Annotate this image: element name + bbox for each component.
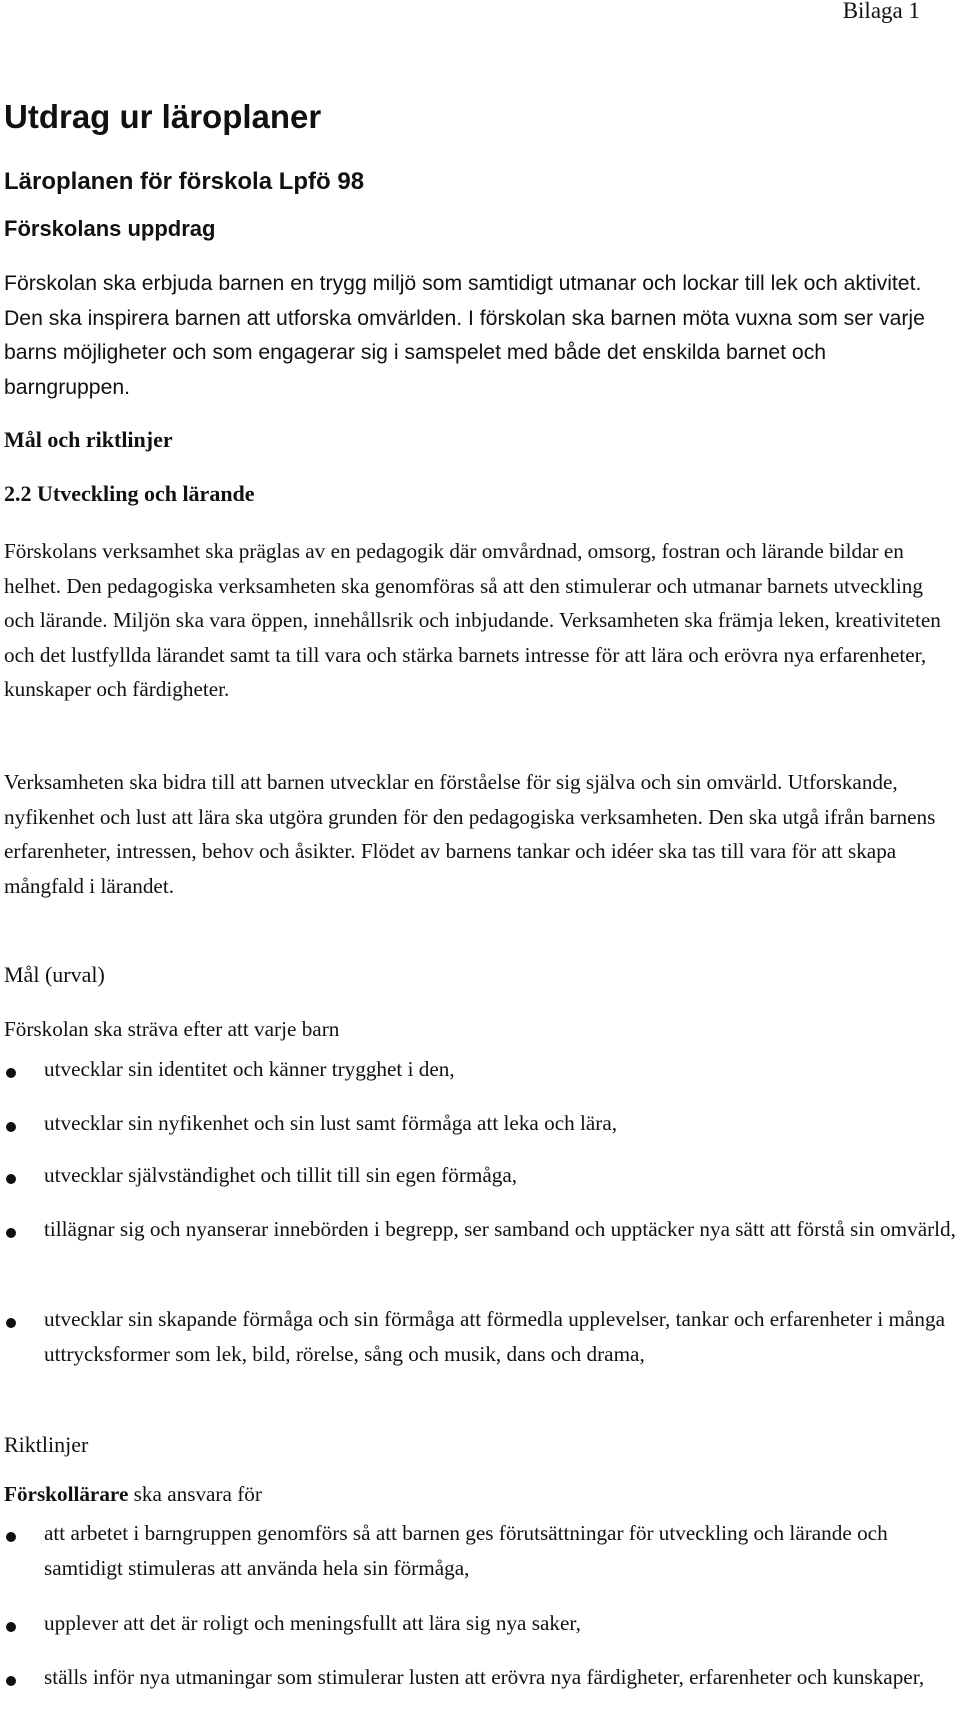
riktlinjer-intro — [4, 1482, 262, 1507]
uppdrag-paragraph: Förskolan ska erbjuda barnen en trygg miljö som samtidigt utmanar och lockar till lek och aktivitet. Den ska inspirera barnen att utforska omvärlden. I förskolan ska barnen möta vuxna som ser varje barns möjligheter och som engagerar sig i samspelet med både det enskilda barnet och barngruppen. — [4, 272, 925, 399]
list-item-text: utvecklar självständighet och tillit till sin egen förmåga, — [44, 1163, 518, 1187]
bullet-icon — [6, 1318, 16, 1328]
section-subheading-utveckling: 2.2 Utveckling och lärande — [4, 481, 255, 506]
bullet-icon — [6, 1174, 16, 1184]
list-item-text: tillägnar sig och nyanserar innebörden i begrepp, ser samband och upptäcker nya sätt att förstå sin omvärld, — [44, 1217, 956, 1241]
annex-label: Bilaga 1 — [842, 0, 920, 23]
list-item-text: utvecklar sin nyfikenhet och sin lust samt förmåga att leka och lära, — [44, 1111, 618, 1135]
section-heading-uppdrag: Förskolans uppdrag — [4, 216, 216, 241]
bullet-icon — [6, 1676, 16, 1686]
bullet-icon — [6, 1068, 16, 1078]
list-item-text: att arbetet i barngruppen genomförs så att barnen ges förutsättningar för utveckling och lärande och samtidigt stimuleras att använda hela sin förmåga, — [44, 1521, 888, 1580]
riktlinjer-intro-rest: ska ansvara för — [128, 1482, 262, 1506]
list-item-text: ställs inför nya utmaningar som stimulerar lusten att erövra nya färdigheter, erfarenheter och kunskaper, — [44, 1665, 925, 1689]
urval-intro: Förskolan ska sträva efter att varje barn — [4, 1017, 340, 1041]
utveckling-paragraph-1: Förskolans verksamhet ska präglas av en pedagogik där omvårdnad, omsorg, fostran och lärande bildar en helhet. Den pedagogiska verksamheten ska genomföras så att den stimulerar och utmanar barnets utveckling och lärande. Miljön ska vara öppen, innehållsrik och inbjudande. Verksamheten ska främja leken, kreativiteten och det lustfyllda lärandet samt ta till vara och stärka barnets intresse för att lära och erövra nya erfarenheter, kunskaper och färdigheter. — [4, 539, 941, 701]
list-item-text: utvecklar sin identitet och känner trygghet i den, — [44, 1057, 455, 1081]
section-heading-urval: Mål (urval) — [4, 962, 105, 987]
curriculum-subtitle: Läroplanen för förskola Lpfö 98 — [4, 168, 365, 195]
riktlinjer-intro-role: Förskollärare — [4, 1482, 129, 1506]
section-heading-mal: Mål och riktlinjer — [4, 427, 173, 452]
utveckling-paragraph-2: Verksamheten ska bidra till att barnen utvecklar en förståelse för sig själva och sin omvärld. Utforskande, nyfikenhet och lust att lära ska utgöra grunden för den pedagogiska verksamheten. Den ska utgå ifrån barnens erfarenheter, intressen, behov och åsikter. Flödet av barnens tankar och idéer ska tas till vara för att skapa mångfald i lärandet. — [4, 770, 936, 898]
list-item-text: upplever att det är roligt och meningsfullt att lära sig nya saker, — [44, 1611, 581, 1635]
section-heading-riktlinjer: Riktlinjer — [4, 1432, 89, 1457]
bullet-icon — [6, 1532, 16, 1542]
bullet-icon — [6, 1622, 16, 1632]
list-item-text: utvecklar sin skapande förmåga och sin förmåga att förmedla upplevelser, tankar och erfarenheter i många uttrycksformer som lek, bild, rörelse, sång och musik, dans och drama, — [44, 1307, 945, 1366]
page-title: Utdrag ur läroplaner — [4, 98, 322, 135]
bullet-icon — [6, 1122, 16, 1132]
bullet-icon — [6, 1228, 16, 1238]
